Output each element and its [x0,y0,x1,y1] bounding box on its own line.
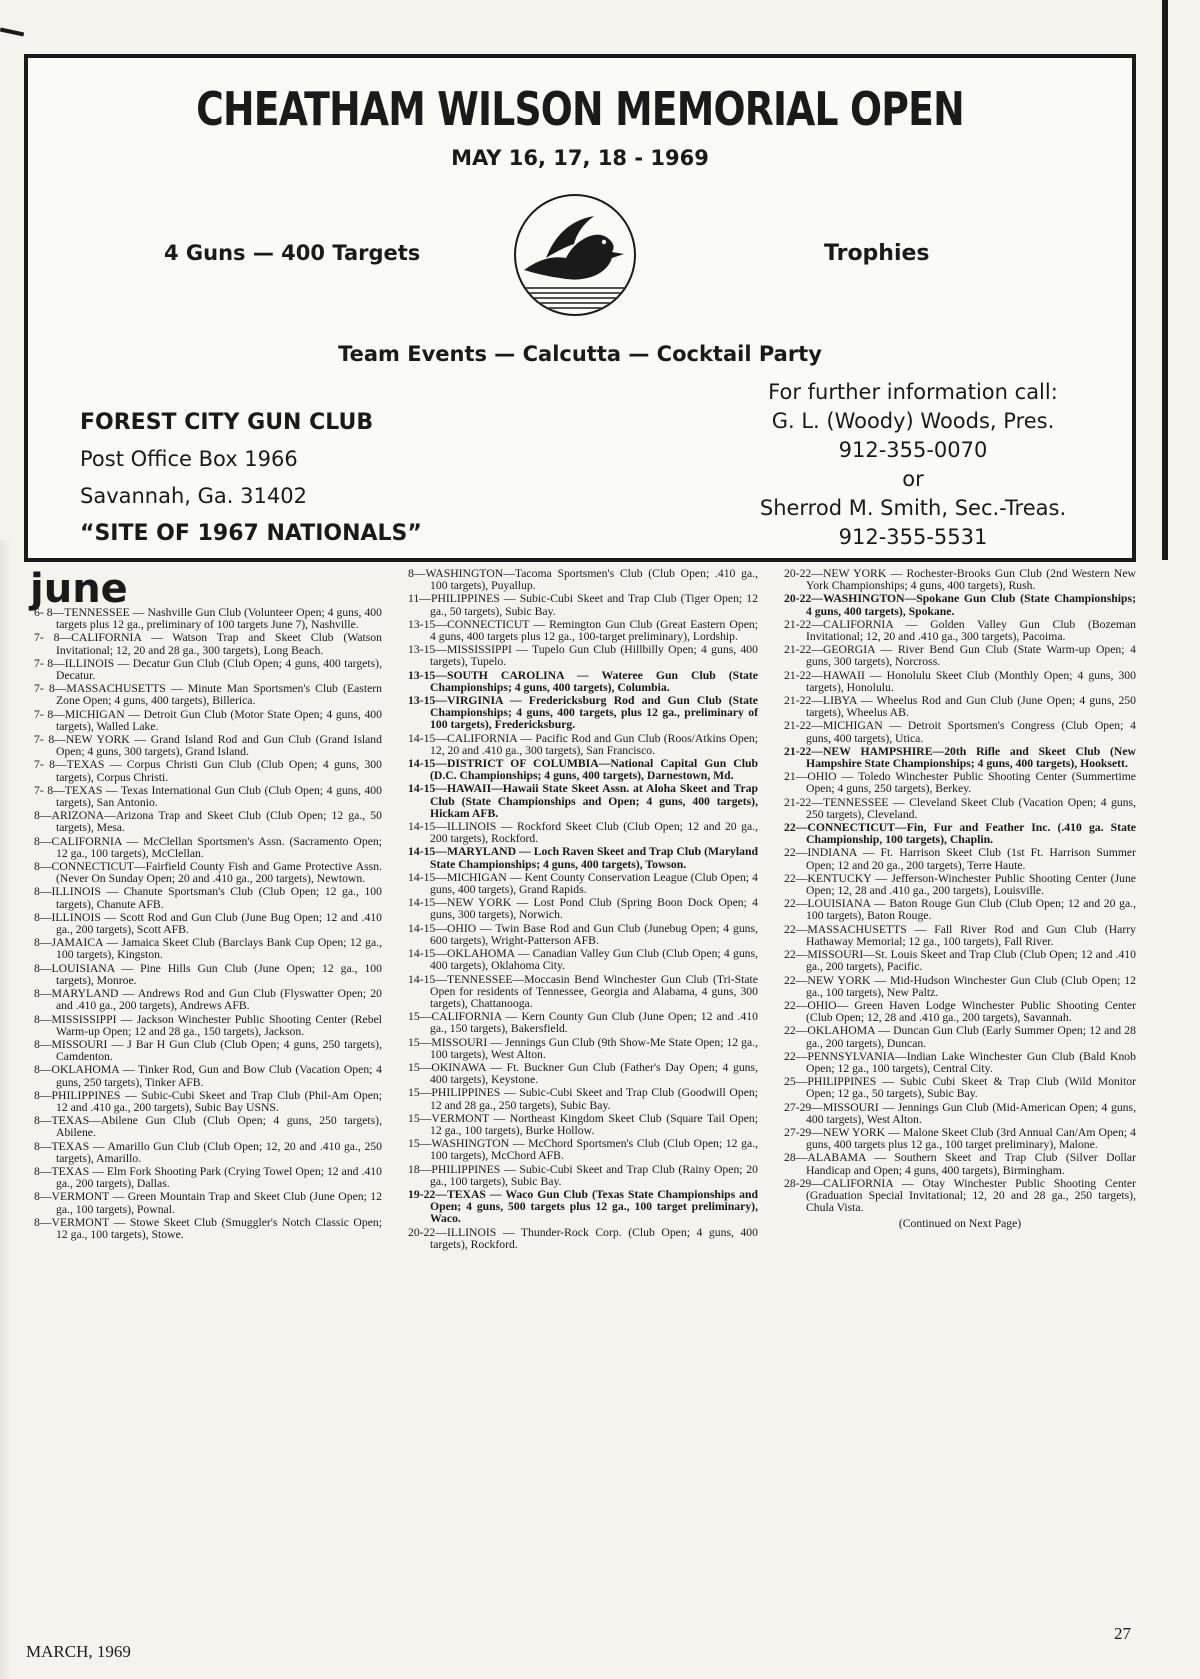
club-address-line2: Savannah, Ga. 31402 [80,484,307,508]
schedule-entry: 8—CONNECTICUT—Fairfield County Fish and Game Protective Assn. (Never On Sunday Open; 20 and .410 ga., 200 targets), Newtown. [34,860,382,886]
schedule-entry: 21-22—MICHIGAN — Detroit Sportsmen's Congress (Club Open; 4 guns, 400 targets), Utica. [784,719,1136,745]
schedule-entry: 21-22—HAWAII — Honolulu Skeet Club (Monthly Open; 4 guns, 300 targets), Honolulu. [784,668,1136,694]
schedule-entry: 8—PHILIPPINES — Subic-Cubi Skeet and Trap Club (Phil-Am Open; 12 and .410 ga., 200 targets), Subic Bay USNS. [34,1088,382,1114]
continued-note: (Continued on Next Page) [898,1217,1022,1231]
contact-or: or [902,467,924,491]
contact-phone-2: 912-355-5531 [838,525,988,549]
schedule-entry: 21-22—CALIFORNIA — Golden Valley Gun Club (Bozeman Invitational; 12, 20 and .410 ga., 300 targets), Pacoima. [784,617,1136,644]
schedule-entry: 20-22—ILLINOIS — Thunder-Rock Corp. (Club Open; 4 guns, 400 targets), Rockford. [408,1225,758,1251]
schedule-entry: 7- 8—MASSACHUSETTS — Minute Man Sportsmen's Club (Eastern Zone Open; 4 guns, 400 targets), Billerica. [34,682,382,708]
schedule-entry: 25—PHILIPPINES — Subic Cubi Skeet & Trap Club (Wild Monitor Open; 12 ga., 50 targets), Subic Bay. [784,1075,1136,1101]
schedule-entry: 20-22—WASHINGTON—Spokane Gun Club (State Championships; 4 guns, 400 targets), Spokane. [784,592,1136,618]
schedule-entry: 15—VERMONT — Northeast Kingdom Skeet Club (Square Tail Open; 12 ga., 100 targets), Burke Hollow. [408,1111,758,1137]
club-name: FOREST CITY GUN CLUB [80,410,374,435]
schedule-entry: 8—ILLINOIS — Chanute Sportsman's Club (Club Open; 12 ga., 100 targets), Chanute AFB. [34,885,382,911]
contact-info [718,378,1108,552]
schedule-entry: 22—PENNSYLVANIA—Indian Lake Winchester Gun Club (Bald Knob Open; 12 ga., 100 targets), Central City. [784,1049,1136,1075]
schedule-entry: 19-22—TEXAS — Waco Gun Club (Texas State Championships and Open; 4 guns, 500 targets plus 12 ga., 100 target preliminary), Waco. [408,1187,758,1226]
schedule-entry: 13-15—VIRGINIA — Fredericksburg Rod and Gun Club (State Championships; 4 guns, 400 targets, plus 12 ga., preliminary of 100 targets), Fredericksburg. [408,694,758,732]
schedule-entry: 14-15—MARYLAND — Loch Raven Skeet and Trap Club (Maryland State Championships; 4 guns, 400 targets), Towson. [408,845,758,871]
schedule-entry: 8—ARIZONA—Arizona Trap and Skeet Club (Club Open; 12 ga., 50 targets), Mesa. [34,809,382,835]
schedule-entry: 8—OKLAHOMA — Tinker Rod, Gun and Bow Club (Vacation Open; 4 guns, 250 targets), Tinker AFB. [34,1063,382,1089]
schedule-entry: 22—NEW YORK — Mid-Hudson Winchester Gun Club (Club Open; 12 ga., 100 targets), New Paltz. [784,973,1136,999]
schedule-entry: 15—CALIFORNIA — Kern County Gun Club (June Open; 12 and .410 ga., 150 targets), Bakersfield. [408,1010,758,1036]
schedule-entry: 8—CALIFORNIA — McClellan Sportsmen's Assn. (Sacramento Open; 12 ga., 100 targets), McClellan. [34,834,382,860]
schedule-entry: 22—CONNECTICUT—Fin, Fur and Feather Inc. (.410 ga. State Championship, 100 targets), Chaplin. [784,821,1136,847]
ad-trophies: Trophies [824,241,930,266]
schedule-entry: 7- 8—CALIFORNIA — Watson Trap and Skeet Club (Watson Invitational; 12, 20 and 28 ga., 300 targets), Long Beach. [34,631,382,657]
schedule-entry: 7- 8—TEXAS — Corpus Christi Gun Club (Club Open; 4 guns, 300 targets), Corpus Christi. [34,758,382,784]
schedule-entry: 8—TEXAS—Abilene Gun Club (Club Open; 4 guns, 250 targets), Abilene. [34,1114,382,1140]
schedule-entry: 22—OKLAHOMA — Duncan Gun Club (Early Summer Open; 12 and 28 ga., 200 targets), Duncan. [784,1024,1136,1050]
schedule-entry: 18—PHILIPPINES — Subic-Cubi Skeet and Trap Club (Rainy Open; 20 ga., 100 targets), Subic Bay. [408,1162,758,1188]
ad-title: CHEATHAM WILSON MEMORIAL OPEN [196,82,964,136]
schedule-entry: 14-15—MICHIGAN — Kent County Conservation League (Club Open; 4 guns, 400 targets), Grand Rapids. [408,870,758,897]
schedule-entry: 14-15—DISTRICT OF COLUMBIA—National Capital Gun Club (D.C. Championships; 4 guns, 400 targets), Darnestown, Md. [408,757,758,783]
schedule-entry: 28-29—CALIFORNIA — Otay Winchester Public Shooting Center (Graduation Special Invitational; 12, 20 and 28 ga., 250 targets), Chula Vista. [784,1176,1136,1215]
schedule-entry: 28—ALABAMA — Southern Skeet and Trap Club (Silver Dollar Handicap and Open; 4 guns, 400 targets), Birmingham. [784,1151,1136,1177]
corner-mark [0,28,24,37]
schedule-entry: 8—MARYLAND — Andrews Rod and Gun Club (Flyswatter Open; 20 and .410 ga., 200 targets), Andrews AFB. [34,987,382,1013]
schedule-entry: 8—MISSOURI — J Bar H Gun Club (Club Open; 4 guns, 250 targets), Camdenton. [34,1037,382,1064]
ad-dates: MAY 16, 17, 18 - 1969 [451,146,709,170]
schedule-entry: 14-15—ILLINOIS — Rockford Skeet Club (Club Open; 12 and 20 ga., 200 targets), Rockford. [408,820,758,846]
schedule-entry: 7- 8—MICHIGAN — Detroit Gun Club (Motor State Open; 4 guns, 400 targets), Walled Lake. [34,707,382,733]
schedule-entry: 21-22—GEORGIA — River Bend Gun Club (State Warm-up Open; 4 guns, 300 targets), Norcross. [784,643,1136,669]
schedule-entry: 6- 8—TENNESSEE — Nashville Gun Club (Volunteer Open; 4 guns, 400 targets plus 12 ga., preliminary of 100 targets June 7), Nashville. [34,606,382,632]
schedule-column-2 [408,568,758,1252]
schedule-entry: 8—WASHINGTON—Tacoma Sportsmen's Club (Club Open; .410 ga., 100 targets), Puyallup. [408,567,758,593]
contact-name-2: Sherrod M. Smith, Sec.-Treas. [759,496,1067,520]
schedule-entry: 20-22—NEW YORK — Rochester-Brooks Gun Club (2nd Western New York Championships; 4 guns, 400 targets), Rush. [784,567,1136,593]
schedule-entry: 14-15—HAWAII—Hawaii State Skeet Assn. at Aloha Skeet and Trap Club (State Championships and Open; 4 guns, 400 targets), Hickam AFB. [408,782,758,820]
contact-intro: For further information call: [768,380,1058,404]
schedule-entry: 7- 8—ILLINOIS — Decatur Gun Club (Club Open; 4 guns, 400 targets), Decatur. [34,656,382,683]
schedule-entry: 22—KENTUCKY — Jefferson-Winchester Public Shooting Center (June Open; 12, 28 and .410 ga., 200 targets), Louisville. [784,871,1136,898]
schedule-entry: 7- 8—TEXAS — Texas International Gun Club (Club Open; 4 guns, 400 targets), San Antonio. [34,783,382,810]
schedule-entry: 8—ILLINOIS — Scott Rod and Gun Club (June Bug Open; 12 and .410 ga., 200 targets), Scott AFB. [34,910,382,937]
page-edge [0,540,12,1679]
schedule-entry: 22—OHIO— Green Haven Lodge Winchester Public Shooting Center (Club Open; 12, 28 and .410 ga., 200 targets), Savannah. [784,998,1136,1025]
schedule-entry: 21-22—TENNESSEE — Cleveland Skeet Club (Vacation Open; 4 guns, 250 targets), Cleveland. [784,795,1136,821]
schedule-entry: 13-15—MISSISSIPPI — Tupelo Gun Club (Hillbilly Open; 4 guns, 400 targets), Tupelo. [408,643,758,669]
schedule-entry: 21-22—NEW HAMPSHIRE—20th Rifle and Skeet Club (New Hampshire State Championships; 4 guns, 400 targets), Hooksett. [784,744,1136,771]
schedule-entry: 15—MISSOURI — Jennings Gun Club (9th Show-Me State Open; 12 ga., 100 targets), West Alton. [408,1035,758,1061]
schedule-entry: 22—LOUISIANA — Baton Rouge Gun Club (Club Open; 12 and 20 ga., 100 targets), Baton Rouge. [784,897,1136,923]
page-number: 27 [1114,1624,1131,1643]
schedule-entry: 15—WASHINGTON — McChord Sportsmen's Club (Club Open; 12 ga., 100 targets), McChord AFB. [408,1137,758,1163]
ad-guns-targets: 4 Guns — 400 Targets [164,241,421,265]
contact-phone-1: 912-355-0070 [838,438,988,462]
schedule-entry: 7- 8—NEW YORK — Grand Island Rod and Gun Club (Grand Island Open; 4 guns, 300 targets), Grand Island. [34,733,382,759]
issue-date: MARCH, 1969 [26,1642,131,1661]
club-address-line1: Post Office Box 1966 [80,447,298,471]
schedule-entry: 8—VERMONT — Green Mountain Trap and Skeet Club (June Open; 12 ga., 100 targets), Pownal. [34,1190,382,1216]
schedule-entry: 8—JAMAICA — Jamaica Skeet Club (Barclays Bank Cup Open; 12 ga., 100 targets), Kingston. [34,936,382,962]
schedule-entry: 15—PHILIPPINES — Subic-Cubi Skeet and Trap Club (Goodwill Open; 12 and 28 ga., 250 targets), Subic Bay. [408,1086,758,1112]
binding-edge [1162,0,1168,560]
schedule-entry: 27-29—NEW YORK — Malone Skeet Club (3rd Annual Can/Am Open; 4 guns, 400 targets plus 12 ga., 100 target preliminary), Malone. [784,1125,1136,1152]
schedule-column-3 [784,568,1136,1231]
schedule-column-1 [34,607,382,1242]
club-info [80,404,422,552]
schedule-entry: 22—MASSACHUSETTS — Fall River Rod and Gun Club (Harry Hathaway Memorial; 12 ga., 100 targets), Fall River. [784,922,1136,948]
schedule-entry: 22—INDIANA — Ft. Harrison Skeet Club (1st Ft. Harrison Summer Open; 12 and 20 ga., 200 targets), Terre Haute. [784,846,1136,872]
schedule-entry: 27-29—MISSOURI — Jennings Gun Club (Mid-American Open; 4 guns, 400 targets), West Alton. [784,1100,1136,1126]
schedule-entry: 13-15—CONNECTICUT — Remington Gun Club (Great Eastern Open; 4 guns, 400 targets plus 12 ga., 100-target preliminary), Lordship. [408,617,758,644]
schedule-entry: 8—TEXAS — Amarillo Gun Club (Club Open; 12, 20 and .410 ga., 250 targets), Amarillo. [34,1139,382,1165]
advertisement-box [24,54,1136,562]
schedule-entry: 8—VERMONT — Stowe Skeet Club (Smuggler's Notch Classic Open; 12 ga., 100 targets), Stowe. [34,1215,382,1241]
schedule-entry: 8—TEXAS — Elm Fork Shooting Park (Crying Towel Open; 12 and .410 ga., 200 targets), Dallas. [34,1164,382,1191]
schedule-entry: 15—OKINAWA — Ft. Buckner Gun Club (Father's Day Open; 4 guns, 400 targets), Keystone. [408,1060,758,1087]
schedule-entry: 14-15—NEW YORK — Lost Pond Club (Spring Boon Dock Open; 4 guns, 300 targets), Norwich. [408,896,758,922]
schedule-entry: 21-22—LIBYA — Wheelus Rod and Gun Club (June Open; 4 guns, 250 targets), Wheelus AB. [784,694,1136,720]
schedule-entry: 14-15—CALIFORNIA — Pacific Rod and Gun Club (Roos/Atkins Open; 12, 20 and .410 ga., 300 targets), San Francisco. [408,731,758,757]
bird-emblem-icon [514,194,636,316]
ad-events: Team Events — Calcutta — Cocktail Party [338,342,822,366]
club-site: “SITE OF 1967 NATIONALS” [80,521,422,546]
schedule-entry: 22—MISSOURI—St. Louis Skeet and Trap Club (Club Open; 12 and .410 ga., 200 targets), Pacific. [784,948,1136,974]
schedule-entry: 14-15—TENNESSEE—Moccasin Bend Winchester Gun Club (Tri-State Open for residents of Tennessee, Georgia and Alabama, 4 guns, 300 targets), Chattanooga. [408,972,758,1010]
schedule-entry: 8—MISSISSIPPI — Jackson Winchester Public Shooting Center (Rebel Warm-up Open; 12 and 28 ga., 150 targets), Jackson. [34,1012,382,1038]
month-heading: june [30,566,128,612]
schedule-entry: 8—LOUISIANA — Pine Hills Gun Club (June Open; 12 ga., 100 targets), Monroe. [34,961,382,987]
schedule-entry: 11—PHILIPPINES — Subic-Cubi Skeet and Trap Club (Tiger Open; 12 ga., 50 targets), Subic Bay. [408,592,758,618]
schedule-entry: 14-15—OKLAHOMA — Canadian Valley Gun Club (Club Open; 4 guns, 400 targets), Oklahoma City. [408,947,758,973]
schedule-entry: 21—OHIO — Toledo Winchester Public Shooting Center (Summertime Open; 4 guns, 250 targets), Berkey. [784,770,1136,796]
contact-name-1: G. L. (Woody) Woods, Pres. [771,409,1055,433]
schedule-entry: 14-15—OHIO — Twin Base Rod and Gun Club (Junebug Open; 4 guns, 600 targets), Wright-Patterson AFB. [408,921,758,947]
schedule-entry: 13-15—SOUTH CAROLINA — Wateree Gun Club (State Championships; 4 guns, 400 targets), Columbia. [408,668,758,694]
